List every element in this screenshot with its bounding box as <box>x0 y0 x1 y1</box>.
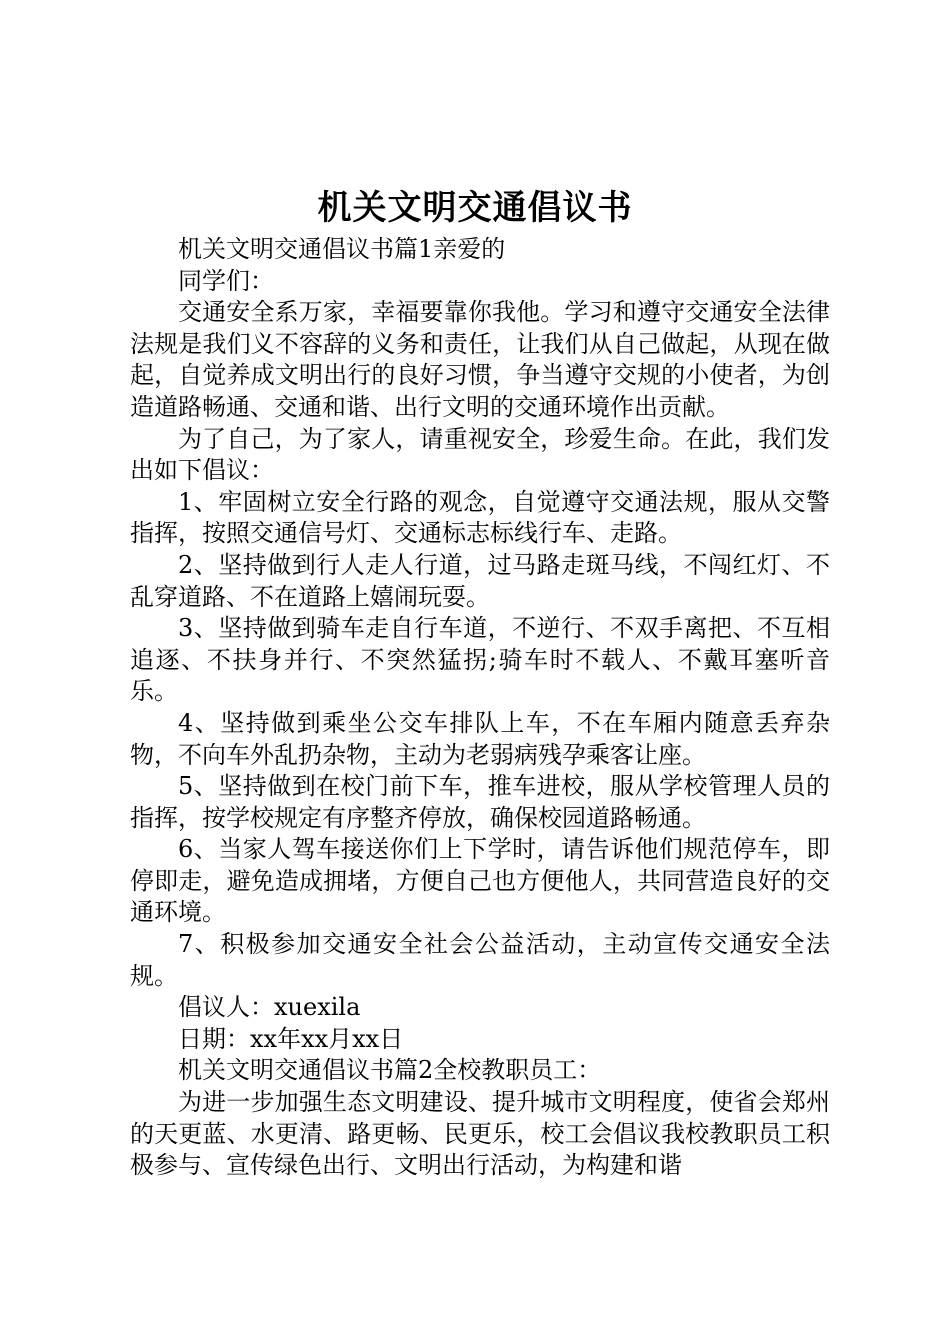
paragraph: 同学们： <box>178 266 274 295</box>
paragraph: 日期：xx年xx月xx日 <box>178 1024 404 1053</box>
paragraph: 1、牢固树立安全行路的观念，自觉遵守交通法规，服从交警指挥，按照交通信号灯、交通标志标线行车、走路。 <box>130 487 830 548</box>
paragraph: 4、坚持做到乘坐公交车排队上车，不在车厢内随意丢弃杂物，不向车外乱扔杂物，主动为老弱病残孕乘客让座。 <box>130 708 830 769</box>
paragraph: 为进一步加强生态文明建设、提升城市文明程度，使省会郑州的天更蓝、水更清、路更畅、民更乐，校工会倡议我校教职员工积极参与、宣传绿色出行、文明出行活动，为构建和谐 <box>130 1088 830 1180</box>
paragraph: 机关文明交通倡议书篇2全校教职员工： <box>178 1056 602 1085</box>
paragraph: 2、坚持做到行人走人行道，过马路走斑马线，不闯红灯、不乱穿道路、不在道路上嬉闹玩耍。 <box>130 550 830 611</box>
paragraph: 5、坚持做到在校门前下车，推车进校，服从学校管理人员的指挥，按学校规定有序整齐停放，确保校园道路畅通。 <box>130 772 830 832</box>
paragraph: 机关文明交通倡议书篇1亲爱的 <box>178 235 506 263</box>
paragraph: 为了自己，为了家人，请重视安全，珍爱生命。在此，我们发出如下倡议： <box>130 424 830 485</box>
paragraph: 3、坚持做到骑车走自行车道，不逆行、不双手离把、不互相追逐、不扶身并行、不突然猛拐;骑车时不载人、不戴耳塞听音乐。 <box>130 614 830 706</box>
paragraph: 交通安全系万家，幸福要靠你我他。学习和遵守交通安全法律法规是我们义不容辞的义务和责任，让我们从自己做起，从现在做起，自觉养成文明出行的良好习惯，争当遵守交规的小使者，为创造道路畅通、交通和谐、出行文明的交通环境作出贡献。 <box>130 298 830 421</box>
paragraph: 6、当家人驾车接送你们上下学时，请告诉他们规范停车，即停即走，避免造成拥堵，方便自己也方便他人，共同营造良好的交通环境。 <box>130 835 830 927</box>
paragraph: 倡议人：xuexila <box>178 993 361 1022</box>
document-body <box>130 234 830 1182</box>
document-title: 机关文明交通倡议书 <box>317 188 633 228</box>
paragraph: 7、积极参加交通安全社会公益活动，主动宣传交通安全法规。 <box>130 930 830 990</box>
